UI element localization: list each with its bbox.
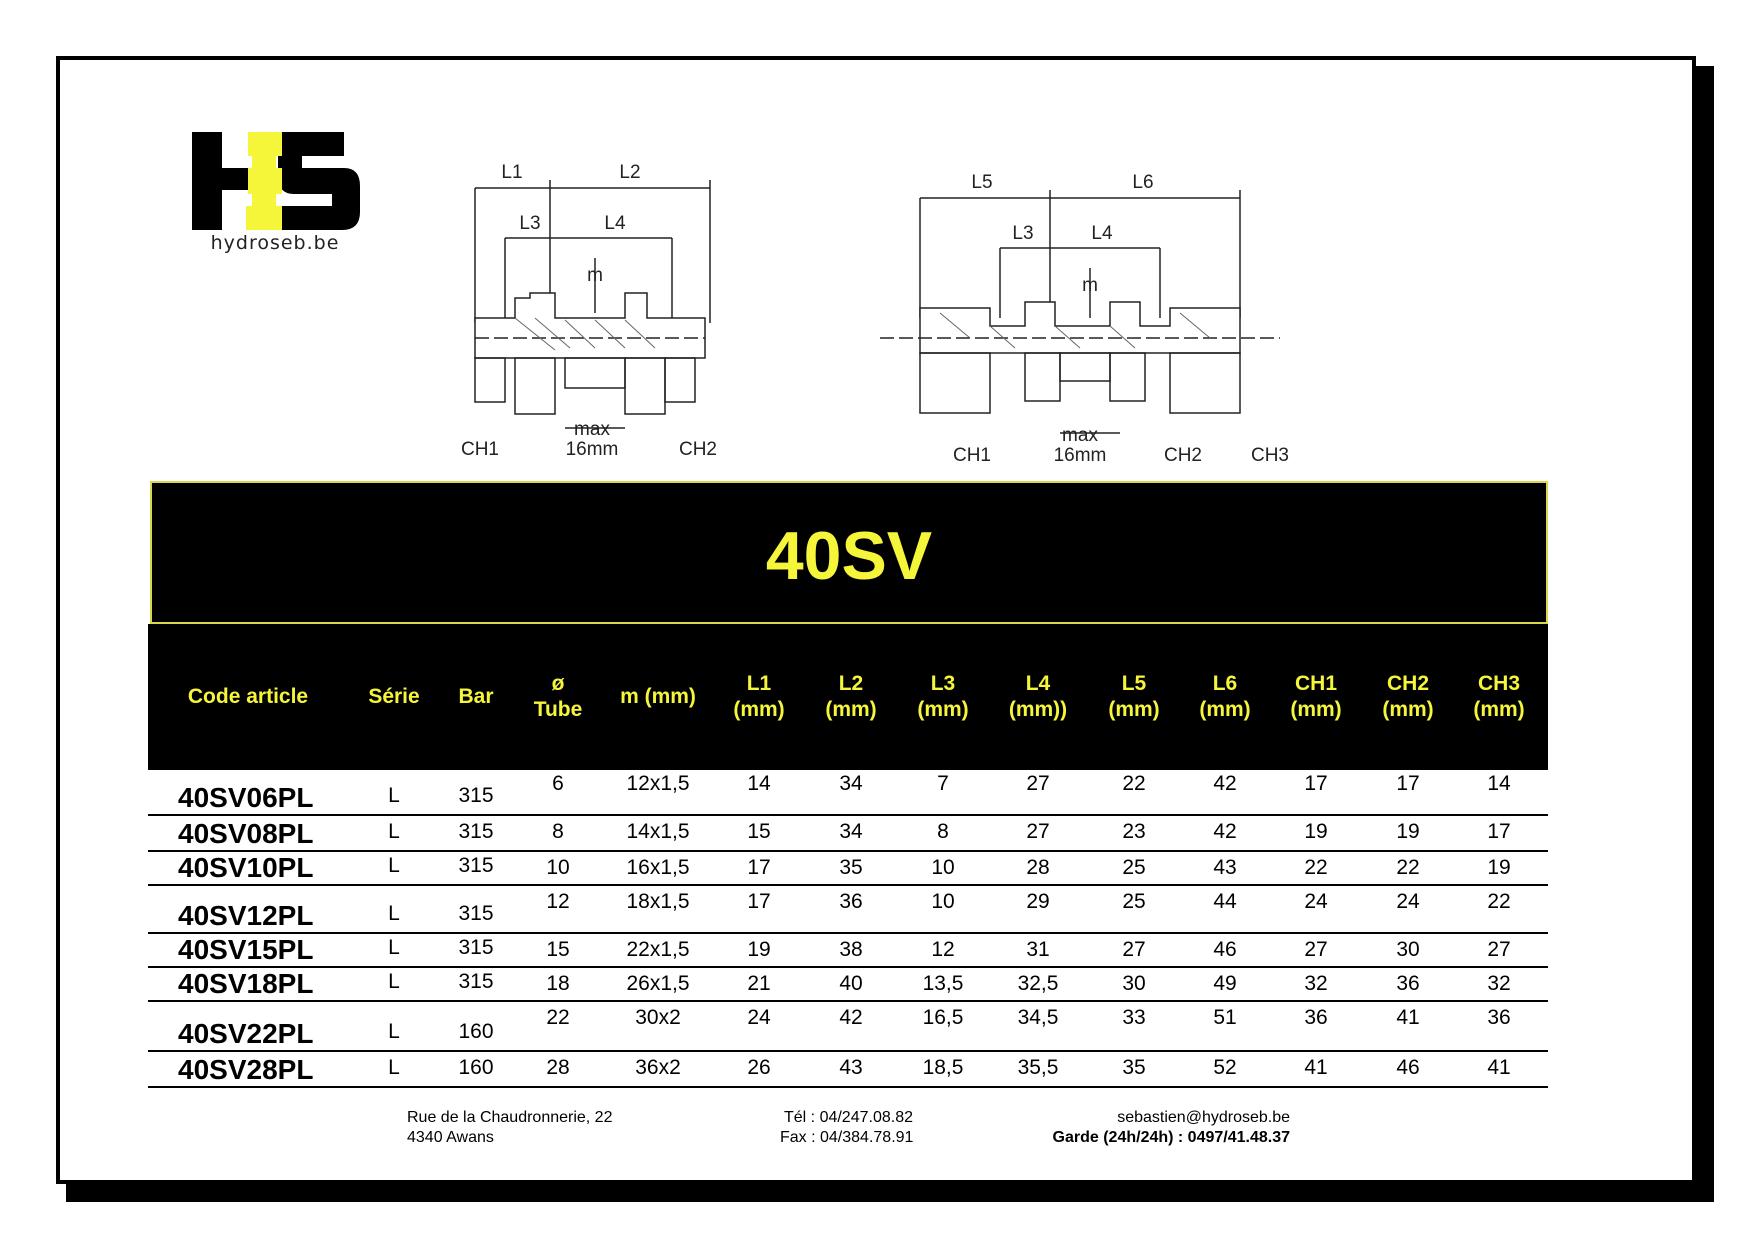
- table-row: [148, 816, 1548, 852]
- cell-l2: 35: [839, 856, 863, 879]
- dim-label-l3: L3: [519, 213, 541, 234]
- cell-l4: 29: [1026, 890, 1050, 913]
- cell-tube: 10: [546, 856, 570, 879]
- column-header: [990, 624, 1086, 770]
- cell-l3: 13,5: [922, 972, 964, 995]
- cell-l6: 42: [1213, 820, 1237, 843]
- article-code: 40SV15PL: [178, 934, 314, 965]
- column-header-line1: L5: [1121, 672, 1147, 695]
- column-header-line2: (mm): [1382, 698, 1434, 721]
- footer-address: [407, 1108, 612, 1148]
- cell-ch3: 14: [1487, 772, 1511, 795]
- column-header: [436, 624, 516, 770]
- column-header-line2: (mm): [1199, 698, 1251, 721]
- dim-label-m: m: [587, 265, 603, 286]
- column-header: [716, 624, 802, 770]
- column-header-line2: (mm): [825, 698, 877, 721]
- dim-label-max-value-right: 16mm: [1053, 445, 1107, 466]
- cell-l2: 38: [839, 938, 863, 961]
- column-header-line2: (mm): [1290, 698, 1342, 721]
- cell-ch1: 32: [1304, 972, 1328, 995]
- cell-l5: 27: [1122, 938, 1146, 961]
- cell-ch2: 30: [1396, 938, 1420, 961]
- cell-ch2: 24: [1396, 890, 1420, 913]
- column-header-line1: Bar: [458, 685, 494, 708]
- drawing-left: [455, 158, 725, 470]
- table-row: [148, 1002, 1548, 1052]
- cell-l2: 34: [839, 820, 863, 843]
- column-header: [1365, 624, 1451, 770]
- logo-text: hydroseb.be: [210, 232, 340, 254]
- column-header-line1: ø: [551, 672, 565, 695]
- cell-l3: 8: [937, 820, 949, 843]
- dim-label-l4: L4: [604, 213, 626, 234]
- cell-l5: 22: [1122, 772, 1146, 795]
- cell-l6: 42: [1213, 772, 1237, 795]
- column-header: [354, 624, 434, 770]
- cell-l5: 30: [1122, 972, 1146, 995]
- column-header-line2: (mm): [917, 698, 969, 721]
- column-header: [808, 624, 894, 770]
- cell-serie: L: [388, 820, 400, 843]
- cell-ch3: 22: [1487, 890, 1511, 913]
- cell-l3: 18,5: [922, 1056, 964, 1079]
- cell-m: 22x1,5: [626, 938, 690, 961]
- cell-l1: 17: [747, 856, 771, 879]
- cell-ch2: 36: [1396, 972, 1420, 995]
- cell-bar: 315: [458, 820, 494, 843]
- column-header-line1: L1: [746, 672, 772, 695]
- cell-l1: 21: [747, 972, 771, 995]
- table-row: [148, 770, 1548, 816]
- cell-bar: 315: [458, 854, 494, 877]
- cell-ch1: 36: [1304, 1006, 1328, 1029]
- cell-l1: 15: [747, 820, 771, 843]
- cell-l5: 33: [1122, 1006, 1146, 1029]
- footer-phone: [780, 1108, 913, 1148]
- column-header-line1: Série: [368, 685, 420, 708]
- dim-label-max: max: [574, 419, 610, 440]
- footer-garde: Garde (24h/24h) : 0497/41.48.37: [1052, 1129, 1290, 1146]
- cell-ch2: 19: [1396, 820, 1420, 843]
- cell-l3: 10: [931, 890, 955, 913]
- footer-fax: Fax : 04/384.78.91: [780, 1129, 914, 1146]
- cell-serie: L: [388, 1020, 400, 1043]
- cell-l3: 12: [931, 938, 955, 961]
- dim-label-ch2: CH2: [678, 439, 718, 460]
- drawing-right: [880, 168, 1300, 478]
- cell-tube: 28: [546, 1056, 570, 1079]
- dim-label-max-value: 16mm: [565, 439, 619, 460]
- dim-label-ch3-right: CH3: [1250, 445, 1290, 466]
- cell-l1: 14: [747, 772, 771, 795]
- cell-ch3: 41: [1487, 1056, 1511, 1079]
- dim-label-l6: L6: [1132, 172, 1154, 193]
- cell-tube: 6: [552, 772, 564, 795]
- cell-l2: 34: [839, 772, 863, 795]
- cell-tube: 15: [546, 938, 570, 961]
- column-header-line2: (mm): [1108, 698, 1160, 721]
- column-header-line2: (mm): [1473, 698, 1525, 721]
- cell-serie: L: [388, 784, 400, 807]
- dim-label-ch1-right: CH1: [952, 445, 992, 466]
- table-row: [148, 852, 1548, 886]
- cell-l2: 36: [839, 890, 863, 913]
- cell-l2: 42: [839, 1006, 863, 1029]
- cell-ch2: 22: [1396, 856, 1420, 879]
- article-code: 40SV08PL: [178, 818, 314, 849]
- column-header: [1456, 624, 1542, 770]
- dim-label-ch1: CH1: [460, 439, 500, 460]
- column-header-line1: L2: [838, 672, 864, 695]
- cell-m: 30x2: [635, 1006, 681, 1029]
- page-title: 40SV: [765, 518, 933, 594]
- cell-l4: 35,5: [1017, 1056, 1059, 1079]
- cell-bar: 160: [458, 1020, 494, 1043]
- title-bar: [150, 481, 1548, 624]
- article-code: 40SV10PL: [178, 852, 314, 883]
- cell-bar: 315: [458, 902, 494, 925]
- column-header: [900, 624, 986, 770]
- cell-m: 18x1,5: [626, 890, 690, 913]
- cell-ch1: 41: [1304, 1056, 1328, 1079]
- cell-tube: 18: [546, 972, 570, 995]
- cell-serie: L: [388, 970, 400, 993]
- cell-ch1: 24: [1304, 890, 1328, 913]
- column-header-line1: Code article: [187, 685, 309, 708]
- column-header-line2: (mm)): [1008, 698, 1068, 721]
- cell-l6: 44: [1213, 890, 1237, 913]
- cell-m: 12x1,5: [626, 772, 690, 795]
- cell-l1: 24: [747, 1006, 771, 1029]
- cell-m: 14x1,5: [626, 820, 690, 843]
- column-header-line2: Tube: [533, 698, 583, 721]
- cell-l3: 16,5: [922, 1006, 964, 1029]
- cell-l5: 25: [1122, 856, 1146, 879]
- cell-l4: 34,5: [1017, 1006, 1059, 1029]
- cell-m: 36x2: [635, 1056, 681, 1079]
- dim-label-max-right: max: [1062, 425, 1098, 446]
- column-header-line1: CH2: [1386, 672, 1429, 695]
- row-divider: [148, 1086, 1548, 1088]
- dim-label-l2: L2: [619, 162, 641, 183]
- cell-l5: 35: [1122, 1056, 1146, 1079]
- table-row: [148, 886, 1548, 934]
- cell-l4: 32,5: [1017, 972, 1059, 995]
- cell-ch3: 36: [1487, 1006, 1511, 1029]
- cell-l4: 27: [1026, 820, 1050, 843]
- cell-ch3: 32: [1487, 972, 1511, 995]
- cell-m: 26x1,5: [626, 972, 690, 995]
- cell-tube: 22: [546, 1006, 570, 1029]
- table-row: [148, 934, 1548, 968]
- cell-ch2: 17: [1396, 772, 1420, 795]
- cell-serie: L: [388, 854, 400, 877]
- table-row: [148, 1052, 1548, 1088]
- column-header-line1: m (mm): [620, 685, 696, 708]
- column-header: [1182, 624, 1268, 770]
- dim-label-m-right: m: [1082, 275, 1098, 296]
- article-code: 40SV12PL: [178, 900, 314, 931]
- footer-contact: [1000, 1108, 1290, 1148]
- table-header: [148, 624, 1548, 770]
- column-header: [1091, 624, 1177, 770]
- cell-l6: 52: [1213, 1056, 1237, 1079]
- article-code: 40SV06PL: [178, 782, 314, 813]
- cell-serie: L: [388, 1056, 400, 1079]
- column-header: [1273, 624, 1359, 770]
- cell-ch3: 17: [1487, 820, 1511, 843]
- cell-l6: 51: [1213, 1006, 1237, 1029]
- column-header-line1: L6: [1212, 672, 1238, 695]
- footer-address-line2: 4340 Awans: [407, 1129, 494, 1146]
- cell-tube: 8: [552, 820, 564, 843]
- column-header: [518, 624, 598, 770]
- cell-ch3: 19: [1487, 856, 1511, 879]
- cell-serie: L: [388, 936, 400, 959]
- cell-bar: 160: [458, 1056, 494, 1079]
- column-header: [153, 624, 343, 770]
- cell-l1: 19: [747, 938, 771, 961]
- cell-bar: 315: [458, 784, 494, 807]
- cell-serie: L: [388, 902, 400, 925]
- cell-ch1: 22: [1304, 856, 1328, 879]
- cell-l4: 28: [1026, 856, 1050, 879]
- column-header: [603, 624, 713, 770]
- article-code: 40SV22PL: [178, 1018, 314, 1049]
- cell-ch2: 46: [1396, 1056, 1420, 1079]
- cell-l3: 7: [937, 772, 949, 795]
- cell-bar: 315: [458, 936, 494, 959]
- dim-label-l3-right: L3: [1012, 223, 1034, 244]
- cell-l4: 31: [1026, 938, 1050, 961]
- column-header-line1: CH3: [1477, 672, 1520, 695]
- cell-l2: 40: [839, 972, 863, 995]
- column-header-line2: (mm): [733, 698, 785, 721]
- cell-ch1: 19: [1304, 820, 1328, 843]
- table-row: [148, 968, 1548, 1002]
- cell-tube: 12: [546, 890, 570, 913]
- article-code: 40SV28PL: [178, 1054, 314, 1085]
- cell-l4: 27: [1026, 772, 1050, 795]
- column-header-line1: L4: [1025, 672, 1051, 695]
- cell-l5: 25: [1122, 890, 1146, 913]
- article-code: 40SV18PL: [178, 968, 314, 999]
- column-header-line1: CH1: [1294, 672, 1337, 695]
- footer-tel: Tél : 04/247.08.82: [784, 1109, 913, 1126]
- cell-ch1: 17: [1304, 772, 1328, 795]
- cell-m: 16x1,5: [626, 856, 690, 879]
- footer-email: sebastien@hydroseb.be: [1117, 1109, 1290, 1126]
- footer-address-line1: Rue de la Chaudronnerie, 22: [407, 1109, 613, 1126]
- cell-l1: 26: [747, 1056, 771, 1079]
- cell-ch3: 27: [1487, 938, 1511, 961]
- cell-l5: 23: [1122, 820, 1146, 843]
- cell-l1: 17: [747, 890, 771, 913]
- column-header-line1: L3: [930, 672, 956, 695]
- cell-ch1: 27: [1304, 938, 1328, 961]
- dim-label-l1: L1: [501, 162, 523, 183]
- dim-label-ch2-right: CH2: [1163, 445, 1203, 466]
- dim-label-l5: L5: [971, 172, 993, 193]
- cell-l6: 49: [1213, 972, 1237, 995]
- cell-bar: 315: [458, 970, 494, 993]
- cell-l2: 43: [839, 1056, 863, 1079]
- cell-ch2: 41: [1396, 1006, 1420, 1029]
- cell-l3: 10: [931, 856, 955, 879]
- dim-label-l4-right: L4: [1091, 223, 1113, 244]
- cell-l6: 46: [1213, 938, 1237, 961]
- cell-l6: 43: [1213, 856, 1237, 879]
